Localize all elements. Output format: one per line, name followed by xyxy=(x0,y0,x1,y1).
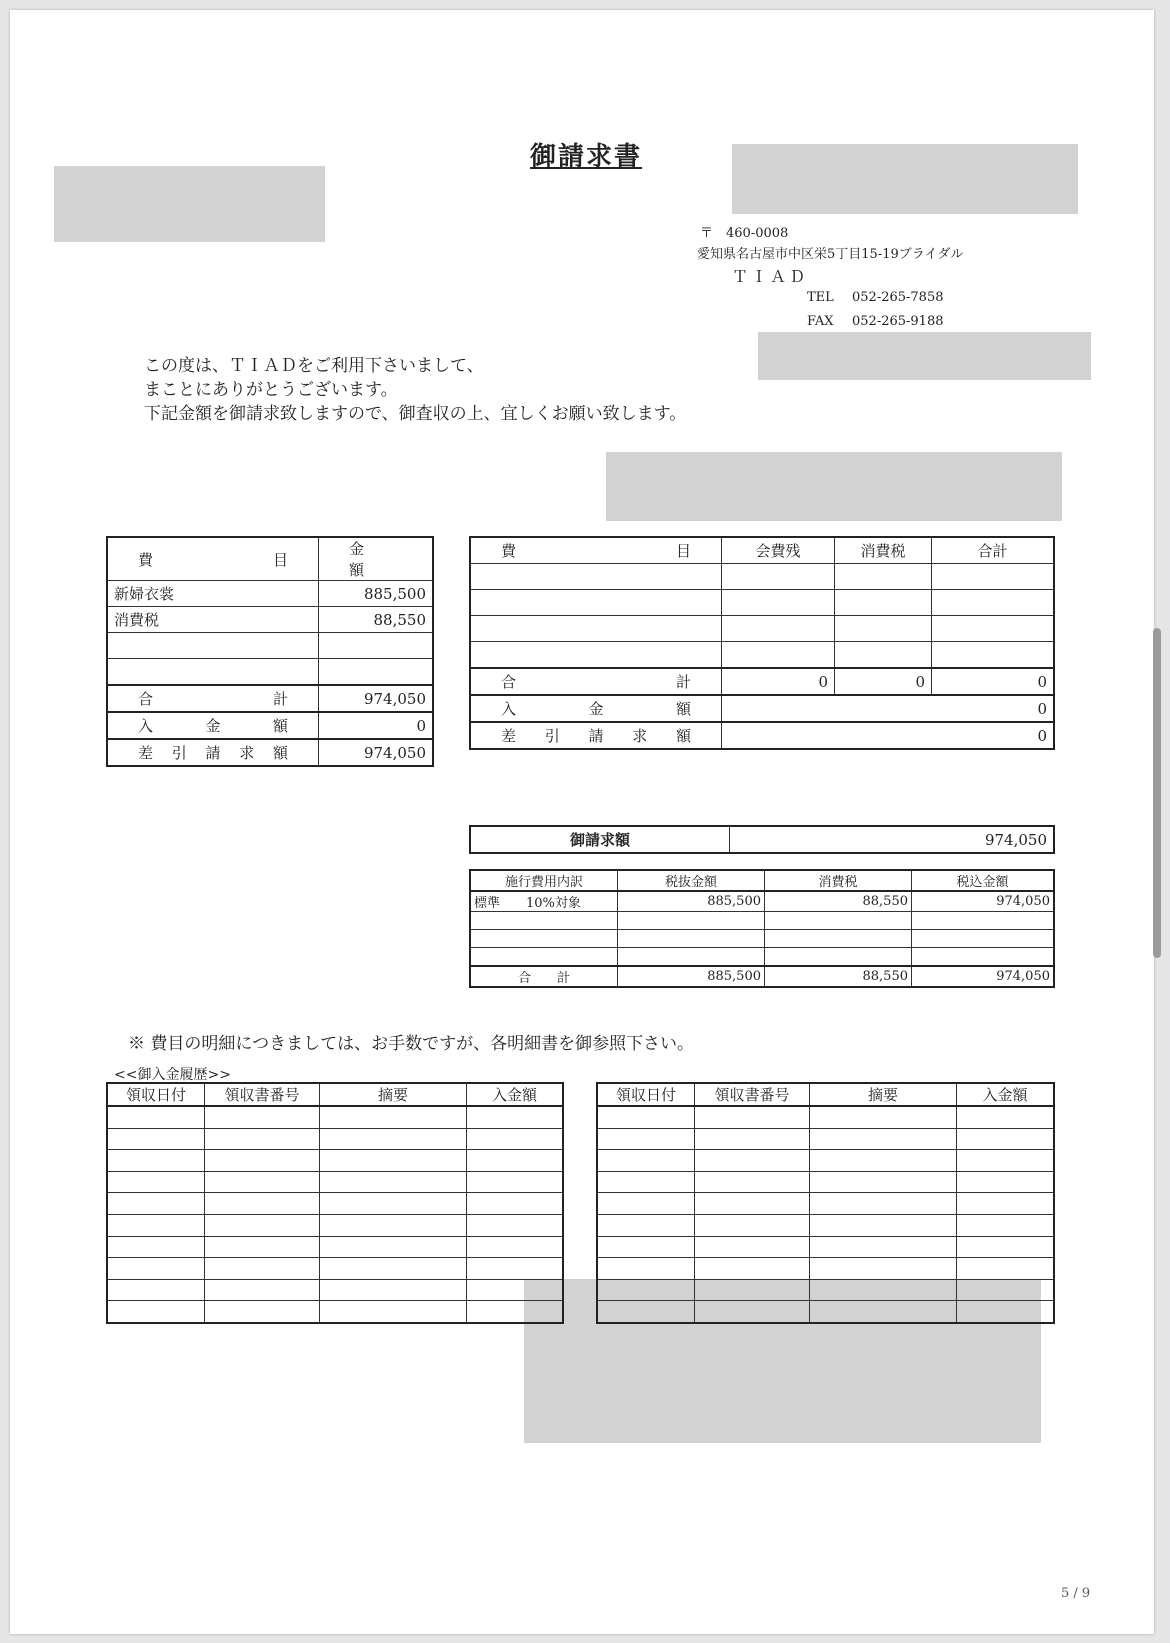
empty-cell xyxy=(765,930,912,948)
empty-cell xyxy=(810,1214,957,1236)
invoice-amount-label: 御請求額 xyxy=(470,826,730,853)
empty-cell xyxy=(835,616,932,642)
empty-cell xyxy=(467,1150,564,1172)
page-number: 5 / 9 xyxy=(1061,1586,1091,1601)
total-label: 合 計 xyxy=(107,685,319,712)
empty-cell xyxy=(597,1258,695,1280)
empty-cell xyxy=(320,1236,467,1258)
empty-cell xyxy=(467,1301,564,1323)
empty-cell xyxy=(107,1106,205,1128)
empty-cell xyxy=(835,590,932,616)
total-value: 974,050 xyxy=(319,685,434,712)
empty-cell xyxy=(107,1128,205,1150)
left-summary-table xyxy=(106,536,434,767)
empty-cell xyxy=(618,912,765,930)
empty-cell xyxy=(695,1150,810,1172)
right-summary-table xyxy=(469,536,1055,750)
tax-value: 88,550 xyxy=(765,891,912,912)
redacted-block xyxy=(758,332,1091,380)
empty-cell xyxy=(810,1236,957,1258)
empty-cell xyxy=(597,1128,695,1150)
empty-cell xyxy=(205,1258,320,1280)
balance-label: 差引請求額 xyxy=(107,739,319,766)
empty-cell xyxy=(810,1171,957,1193)
empty-cell xyxy=(810,1258,957,1280)
empty-cell xyxy=(722,590,835,616)
empty-cell xyxy=(597,1150,695,1172)
empty-cell xyxy=(695,1193,810,1215)
empty-cell xyxy=(320,1150,467,1172)
empty-cell xyxy=(957,1171,1055,1193)
total-excl-tax: 885,500 xyxy=(618,966,765,987)
total-sum: 0 xyxy=(932,668,1055,695)
empty-cell xyxy=(205,1128,320,1150)
empty-cell xyxy=(320,1214,467,1236)
empty-cell xyxy=(695,1106,810,1128)
redacted-block xyxy=(732,144,1078,214)
empty-cell xyxy=(722,564,835,590)
header-payment-amount: 入金額 xyxy=(957,1083,1055,1106)
header-description: 摘要 xyxy=(320,1083,467,1106)
header-item: 費 目 xyxy=(107,537,319,581)
payment-history-table-right xyxy=(596,1082,1055,1324)
empty-cell xyxy=(470,930,618,948)
empty-cell xyxy=(912,912,1055,930)
rate-label: 10%対象 xyxy=(526,896,581,911)
empty-cell xyxy=(107,1150,205,1172)
empty-cell xyxy=(470,616,722,642)
empty-cell xyxy=(957,1193,1055,1215)
fax-label: FAX xyxy=(807,314,834,329)
empty-cell xyxy=(467,1214,564,1236)
paid-value: 0 xyxy=(722,695,1055,722)
empty-cell xyxy=(695,1214,810,1236)
empty-cell xyxy=(835,642,932,669)
empty-cell xyxy=(597,1301,695,1323)
empty-cell xyxy=(618,930,765,948)
empty-cell xyxy=(932,616,1055,642)
paid-label: 入 金 額 xyxy=(470,695,722,722)
total-tax: 0 xyxy=(835,668,932,695)
header-amount: 金 額 xyxy=(319,537,434,581)
breakdown-total-label: 合 計 xyxy=(470,966,618,987)
empty-cell xyxy=(957,1236,1055,1258)
empty-cell xyxy=(319,633,434,659)
greeting-line: この度は、ＴＩＡＤをご利用下さいまして、 xyxy=(144,356,484,376)
redacted-block xyxy=(54,166,325,242)
empty-cell xyxy=(932,590,1055,616)
item-cell: 新婦衣裳 xyxy=(107,581,319,607)
empty-cell xyxy=(810,1193,957,1215)
header-breakdown: 施行費用内訳 xyxy=(470,870,618,891)
balance-value: 974,050 xyxy=(319,739,434,766)
empty-cell xyxy=(205,1171,320,1193)
header-description: 摘要 xyxy=(810,1083,957,1106)
empty-cell xyxy=(470,590,722,616)
empty-cell xyxy=(205,1214,320,1236)
empty-cell xyxy=(722,616,835,642)
empty-cell xyxy=(467,1128,564,1150)
header-item: 費 目 xyxy=(470,537,722,564)
header-balance-due: 会費残 xyxy=(722,537,835,564)
redacted-block xyxy=(606,452,1062,521)
incl-tax-value: 974,050 xyxy=(912,891,1055,912)
vertical-scrollbar[interactable] xyxy=(1153,628,1161,958)
empty-cell xyxy=(695,1236,810,1258)
empty-cell xyxy=(618,948,765,967)
header-total: 合計 xyxy=(932,537,1055,564)
empty-cell xyxy=(320,1193,467,1215)
empty-cell xyxy=(205,1279,320,1301)
total-balance-due: 0 xyxy=(722,668,835,695)
empty-cell xyxy=(320,1106,467,1128)
empty-cell xyxy=(205,1106,320,1128)
company-postal: 〒 460-0008 xyxy=(700,226,789,241)
paid-value: 0 xyxy=(319,712,434,739)
header-tax: 消費税 xyxy=(835,537,932,564)
empty-cell xyxy=(107,1258,205,1280)
item-cell: 消費税 xyxy=(107,607,319,633)
empty-cell xyxy=(957,1301,1055,1323)
empty-cell xyxy=(467,1236,564,1258)
breakdown-label-cell xyxy=(470,891,618,912)
empty-cell xyxy=(470,564,722,590)
invoice-page xyxy=(10,10,1154,1634)
header-receipt-number: 領収書番号 xyxy=(205,1083,320,1106)
empty-cell xyxy=(695,1258,810,1280)
empty-cell xyxy=(597,1171,695,1193)
empty-cell xyxy=(810,1106,957,1128)
empty-cell xyxy=(107,1193,205,1215)
empty-cell xyxy=(107,1171,205,1193)
empty-cell xyxy=(957,1128,1055,1150)
empty-cell xyxy=(467,1193,564,1215)
tel-number: 052-265-7858 xyxy=(852,290,944,305)
empty-cell xyxy=(932,642,1055,669)
balance-value: 0 xyxy=(722,722,1055,749)
header-excl-tax: 税抜金額 xyxy=(618,870,765,891)
empty-cell xyxy=(205,1193,320,1215)
company-name: ＴＩＡＤ xyxy=(732,267,809,286)
empty-cell xyxy=(810,1150,957,1172)
header-tax: 消費税 xyxy=(765,870,912,891)
invoice-amount-box xyxy=(469,825,1055,854)
empty-cell xyxy=(467,1258,564,1280)
invoice-amount-value: 974,050 xyxy=(730,826,1055,853)
empty-cell xyxy=(320,1279,467,1301)
empty-cell xyxy=(912,948,1055,967)
empty-cell xyxy=(107,1236,205,1258)
empty-cell xyxy=(597,1279,695,1301)
empty-cell xyxy=(695,1128,810,1150)
empty-cell xyxy=(957,1106,1055,1128)
empty-cell xyxy=(467,1171,564,1193)
header-incl-tax: 税込金額 xyxy=(912,870,1055,891)
empty-cell xyxy=(107,659,319,686)
fax-number: 052-265-9188 xyxy=(852,314,944,329)
empty-cell xyxy=(912,930,1055,948)
amount-cell: 88,550 xyxy=(319,607,434,633)
empty-cell xyxy=(470,948,618,967)
balance-label: 差引請求額 xyxy=(470,722,722,749)
empty-cell xyxy=(957,1258,1055,1280)
empty-cell xyxy=(320,1258,467,1280)
empty-cell xyxy=(932,564,1055,590)
empty-cell xyxy=(597,1236,695,1258)
empty-cell xyxy=(597,1214,695,1236)
total-label: 合 計 xyxy=(470,668,722,695)
cost-breakdown-table xyxy=(469,869,1055,988)
greeting-text xyxy=(144,354,686,426)
empty-cell xyxy=(470,912,618,930)
empty-cell xyxy=(320,1171,467,1193)
empty-cell xyxy=(107,1301,205,1323)
empty-cell xyxy=(835,564,932,590)
tel-label: TEL xyxy=(807,290,834,305)
empty-cell xyxy=(320,1128,467,1150)
total-incl-tax: 974,050 xyxy=(912,966,1055,987)
payment-history-title: <<御入金履歴>> xyxy=(114,1067,231,1083)
empty-cell xyxy=(320,1301,467,1323)
empty-cell xyxy=(470,642,722,669)
empty-cell xyxy=(765,948,912,967)
empty-cell xyxy=(205,1301,320,1323)
empty-cell xyxy=(695,1279,810,1301)
empty-cell xyxy=(107,633,319,659)
excl-tax-value: 885,500 xyxy=(618,891,765,912)
greeting-line: まことにありがとうございます。 xyxy=(144,380,398,400)
empty-cell xyxy=(205,1236,320,1258)
empty-cell xyxy=(810,1301,957,1323)
paid-label: 入 金 額 xyxy=(107,712,319,739)
header-receipt-date: 領収日付 xyxy=(597,1083,695,1106)
payment-history-table-left xyxy=(106,1082,564,1324)
empty-cell xyxy=(597,1106,695,1128)
company-address: 愛知県名古屋市中区栄5丁目15-19ブライダル xyxy=(697,247,964,262)
empty-cell xyxy=(597,1193,695,1215)
empty-cell xyxy=(695,1301,810,1323)
empty-cell xyxy=(205,1150,320,1172)
empty-cell xyxy=(957,1279,1055,1301)
empty-cell xyxy=(107,1279,205,1301)
header-receipt-date: 領収日付 xyxy=(107,1083,205,1106)
empty-cell xyxy=(810,1128,957,1150)
empty-cell xyxy=(319,659,434,686)
greeting-line: 下記金額を御請求致しますので、御査収の上、宜しくお願い致します。 xyxy=(144,404,687,424)
empty-cell xyxy=(722,642,835,669)
empty-cell xyxy=(810,1279,957,1301)
total-tax: 88,550 xyxy=(765,966,912,987)
reference-note: ※ 費目の明細につきましては、お手数ですが、各明細書を御参照下さい。 xyxy=(128,1034,695,1054)
rate-category: 標準 xyxy=(474,896,501,911)
empty-cell xyxy=(957,1150,1055,1172)
amount-cell: 885,500 xyxy=(319,581,434,607)
empty-cell xyxy=(765,912,912,930)
document-title: 御請求書 xyxy=(530,142,643,172)
empty-cell xyxy=(957,1214,1055,1236)
empty-cell xyxy=(467,1279,564,1301)
header-payment-amount: 入金額 xyxy=(467,1083,564,1106)
empty-cell xyxy=(695,1171,810,1193)
empty-cell xyxy=(467,1106,564,1128)
header-receipt-number: 領収書番号 xyxy=(695,1083,810,1106)
empty-cell xyxy=(107,1214,205,1236)
